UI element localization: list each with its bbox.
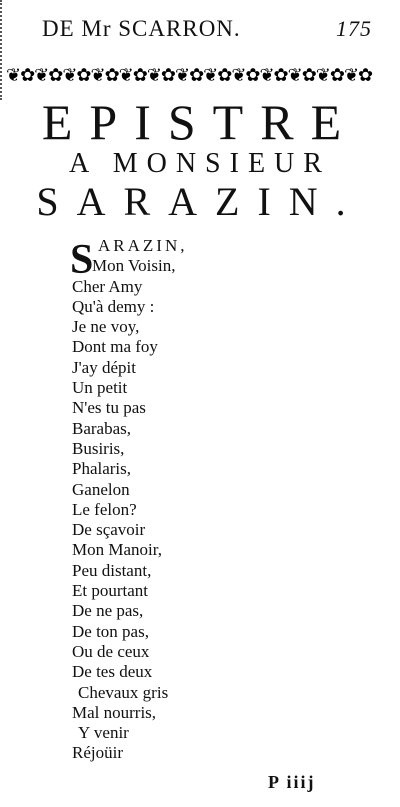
- verse-line: Phalaris,: [72, 459, 132, 479]
- running-head-title: DE Mr SCARRON.: [42, 16, 241, 41]
- verse-line: De ton pas,: [72, 621, 149, 641]
- verse-line: Un petit: [72, 378, 128, 398]
- verse-line: Ganelon: [72, 479, 130, 499]
- verse-line: Chevaux gris: [78, 682, 169, 702]
- verse-line: J'ay dépit: [72, 357, 136, 377]
- verse-line: De ne pas,: [72, 601, 144, 621]
- verse-line: Et pourtant: [72, 581, 149, 601]
- floral-fleuron-band-icon: ❦✿❦✿❦✿❦✿❦✿❦✿❦✿❦✿❦✿❦✿❦✿❦✿❦✿: [6, 65, 373, 86]
- title-a-monsieur: A MONSIEUR: [69, 148, 331, 179]
- verse-line: Je ne voy,: [72, 317, 140, 337]
- signature-mark: P iiij: [268, 772, 316, 792]
- title-sarazin: SARAZIN.: [36, 179, 364, 224]
- verse-line: Le felon?: [72, 499, 137, 519]
- verse-line: Mal nourris,: [72, 702, 157, 722]
- verse-line: Réjoüir: [72, 743, 123, 763]
- verse-line: Mon Voisin,: [92, 256, 176, 276]
- verse-line: Qu'à demy :: [72, 296, 155, 316]
- verse-line: De tes deux: [72, 662, 153, 682]
- title-epistre: EPISTRE: [41, 94, 359, 150]
- drop-cap: S: [70, 237, 94, 283]
- verse-line: Ou de ceux: [72, 641, 150, 661]
- verse-line: Peu distant,: [72, 560, 152, 580]
- verse-line-text: ARAZIN,: [98, 236, 188, 255]
- poem-body: [72, 236, 312, 764]
- verse-line: Busiris,: [72, 438, 125, 458]
- verse-line: Dont ma foy: [72, 337, 158, 357]
- verse-line: Barabas,: [72, 418, 132, 438]
- verse-line: De sçavoir: [72, 520, 146, 540]
- verse-line: N'es tu pas: [72, 398, 146, 418]
- verse-line: Mon Manoir,: [72, 540, 162, 560]
- page-number: 175: [336, 16, 372, 41]
- verse-line: Y venir: [78, 723, 129, 743]
- verse-line: Cher Amy: [72, 276, 143, 296]
